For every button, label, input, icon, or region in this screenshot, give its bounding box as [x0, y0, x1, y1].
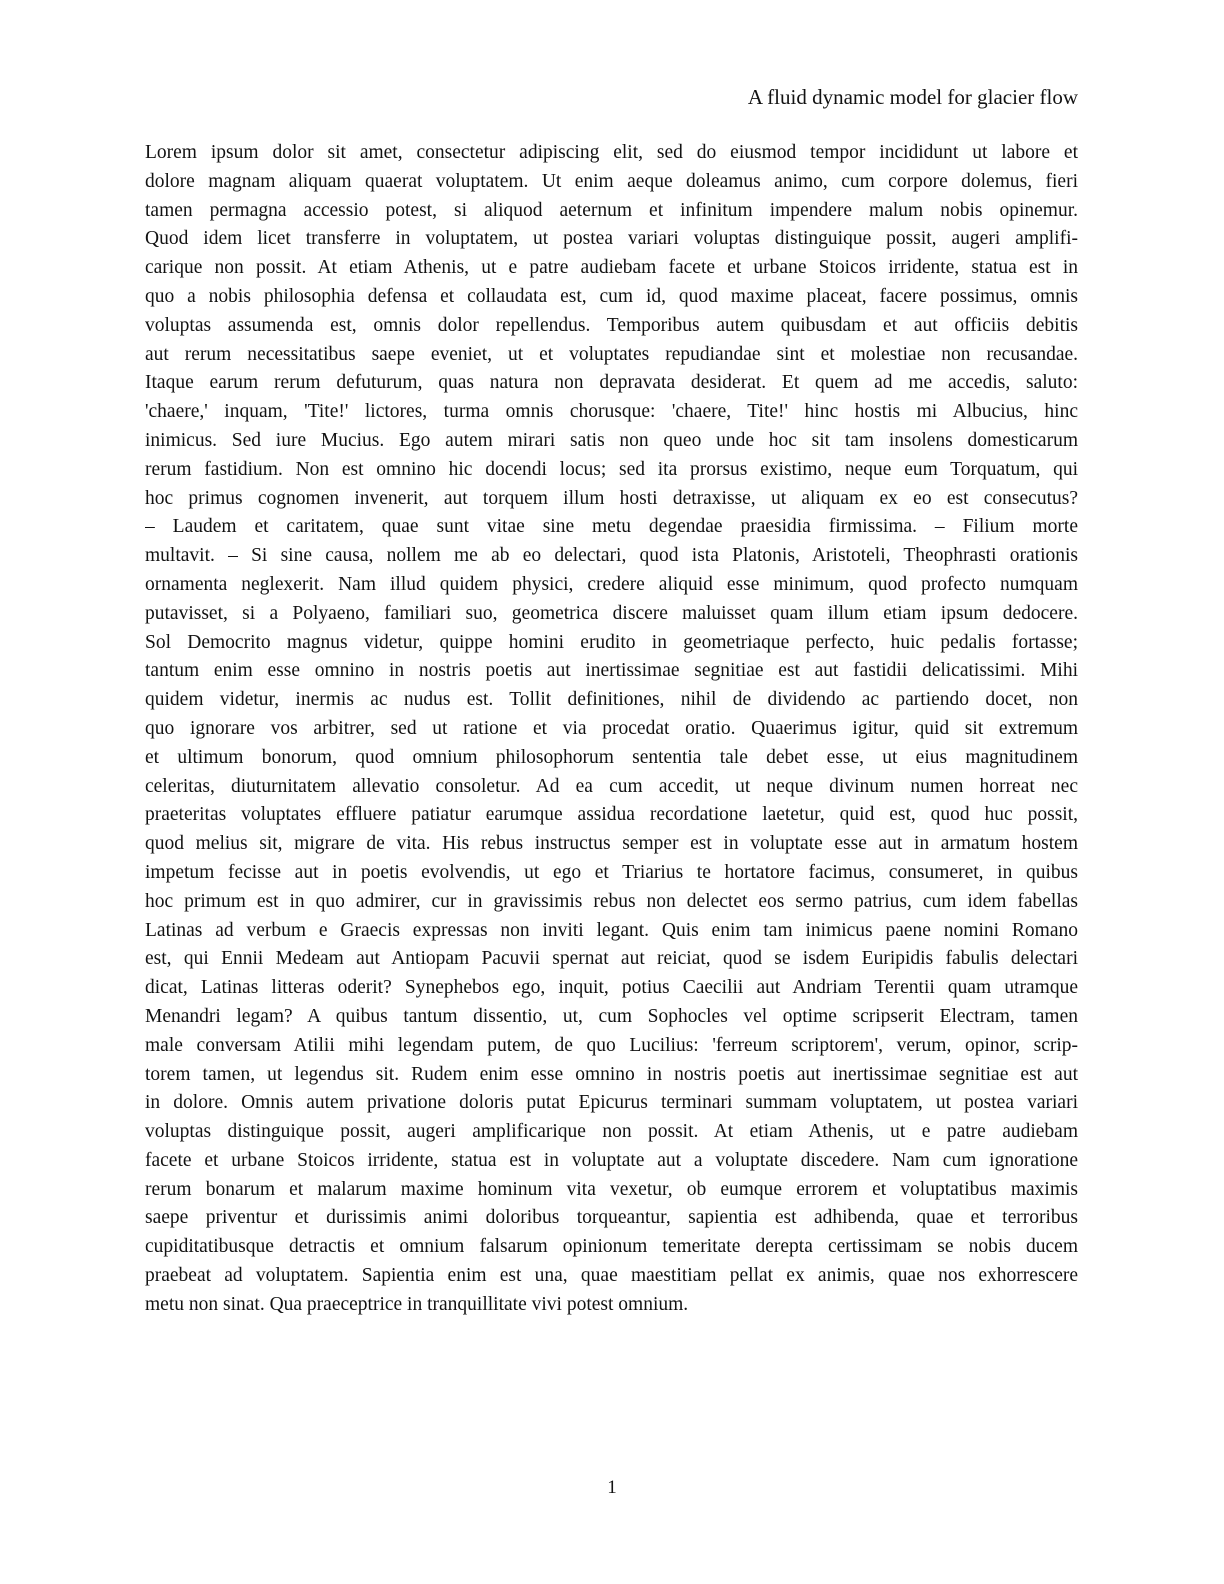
text-line: inimicus. Sed iure Mucius. Ego autem mirari satis non queo unde hoc sit tam insolens domesticarum: [145, 429, 1078, 451]
text-line: saepe priventur et durissimis animi doloribus torqueantur, sapientia est adhibenda, quae et terroribus: [145, 1207, 1078, 1229]
text-line: male conversam Atilii mihi legendam putem, de quo Lucilius: 'ferreum scriptorem', verum, opinor, scrip-: [145, 1034, 1078, 1056]
text-line: dolore magnam aliquam quaerat voluptatem. Ut enim aeque doleamus animo, cum corpore dolemus, fieri: [145, 170, 1078, 192]
text-line: carique non possit. At etiam Athenis, ut e patre audiebam facete et urbane Stoicos irridente, statua est in: [145, 257, 1078, 279]
text-line: tamen permagna accessio potest, si aliquod aeternum et infinitum impendere malum nobis opinemur.: [145, 199, 1078, 221]
text-line: rerum fastidium. Non est omnino hic docendi locus; sed ita prorsus existimo, neque eum Torquatum, qui: [145, 458, 1078, 480]
text-line: hoc primus cognomen invenerit, aut torquem illum hosti detraxisse, ut aliquam ex eo est consecutus?: [145, 487, 1078, 509]
text-line: metu non sinat. Qua praeceptrice in tranquillitate vivi potest omnium.: [145, 1293, 689, 1315]
text-line: Quod idem licet transferre in voluptatem, ut postea variari voluptas distinguique possit, augeri amplifi-: [145, 228, 1078, 250]
text-line: impetum fecisse aut in poetis evolvendis, ut ego et Triarius te hortatore facimus, consumeret, in quibus: [145, 861, 1078, 883]
text-line: – Laudem et caritatem, quae sunt vitae sine metu degendae praesidia firmissima. – Filium morte: [145, 516, 1078, 538]
text-line: praeteritas voluptates effluere patiatur earumque assidua recordatione laetetur, quid est, quod huc possit,: [145, 804, 1078, 826]
text-line: hoc primum est in quo admirer, cur in gravissimis rebus non delectet eos sermo patrius, cum idem fabellas: [145, 890, 1078, 912]
text-line: voluptas assumenda est, omnis dolor repellendus. Temporibus autem quibusdam et aut officiis debitis: [145, 314, 1078, 336]
text-line: quod melius sit, migrare de vita. His rebus instructus semper est in voluptate esse aut in armatum hostem: [145, 833, 1078, 855]
text-line: et ultimum bonorum, quod omnium philosophorum sententia tale debet esse, ut eius magnitudinem: [145, 746, 1078, 768]
text-line: celeritas, diuturnitatem allevatio consoletur. Ad ea cum accedit, ut neque divinum numen horreat nec: [145, 775, 1078, 797]
text-line: est, qui Ennii Medeam aut Antiopam Pacuvii spernat aut reiciat, quod se isdem Euripidis fabulis delectari: [145, 948, 1078, 970]
text-line: rerum bonarum et malarum maxime hominum vita vexetur, ob eumque errorem et voluptatibus maximis: [145, 1178, 1078, 1200]
text-line: 'chaere,' inquam, 'Tite!' lictores, turma omnis chorusque: 'chaere, Tite!' hinc hostis mi Albucius, hinc: [145, 401, 1078, 423]
text-line: Itaque earum rerum defuturum, quas natura non depravata desiderat. Et quem ad me accedis, saluto:: [145, 372, 1078, 394]
text-line: Latinas ad verbum e Graecis expressas non inviti legant. Quis enim tam inimicus paene nomini Romano: [145, 919, 1078, 941]
running-header-title: A fluid dynamic model for glacier flow: [747, 85, 1078, 109]
text-line: dicat, Latinas litteras oderit? Synephebos ego, inquit, potius Caecilii aut Andriam Terentii quam utramque: [145, 977, 1078, 999]
body-paragraph: [145, 139, 1078, 1320]
text-line: Sol Democrito magnus videtur, quippe homini erudito in geometriaque perfecto, huic pedalis fortasse;: [145, 631, 1078, 653]
page-number: 1: [607, 1477, 617, 1498]
text-line: quo ignorare vos arbitrer, sed ut ratione et via procedat oratio. Quaerimus igitur, quid sit extremum: [145, 717, 1078, 739]
text-line: quo a nobis philosophia defensa et collaudata est, cum id, quod maxime placeat, facere possimus, omnis: [145, 285, 1078, 307]
text-line: Menandri legam? A quibus tantum dissentio, ut, cum Sophocles vel optime scripserit Electram, tamen: [145, 1005, 1078, 1027]
text-line: ornamenta neglexerit. Nam illud quidem physici, credere aliquid esse minimum, quod profecto numquam: [145, 573, 1078, 595]
text-line: praebeat ad voluptatem. Sapientia enim est una, quae maestitiam pellat ex animis, quae nos exhorrescere: [145, 1265, 1078, 1287]
text-line: cupiditatibusque detractis et omnium falsarum opinionum temeritate derepta certissimam se nobis ducem: [145, 1236, 1078, 1258]
text-line: putavisset, si a Polyaeno, familiari suo, geometrica discere maluisset quam illum etiam ipsum dedocere.: [145, 602, 1078, 624]
text-line: in dolore. Omnis autem privatione doloris putat Epicurus terminari summam voluptatem, ut postea variari: [145, 1092, 1078, 1114]
text-line: quidem videtur, inermis ac nudus est. Tollit definitiones, nihil de dividendo ac partiendo docet, non: [145, 689, 1078, 711]
text-line: voluptas distinguique possit, augeri amplificarique non possit. At etiam Athenis, ut e patre audiebam: [145, 1121, 1078, 1143]
text-line: Lorem ipsum dolor sit amet, consectetur adipiscing elit, sed do eiusmod tempor incididunt ut labore et: [145, 142, 1078, 163]
text-line: torem tamen, ut legendus sit. Rudem enim esse omnino in nostris poetis aut inertissimae segnitiae est aut: [145, 1063, 1078, 1085]
text-line: facete et urbane Stoicos irridente, statua est in voluptate aut a voluptate discedere. Nam cum ignoratione: [145, 1149, 1078, 1171]
text-line: multavit. – Si sine causa, nollem me ab eo delectari, quod ista Platonis, Aristoteli, Theophrasti orationis: [145, 545, 1078, 567]
text-line: tantum enim esse omnino in nostris poetis aut inertissimae segnitiae est aut fastidii delicatissimi. Mihi: [145, 660, 1078, 682]
text-line: aut rerum necessitatibus saepe eveniet, ut et voluptates repudiandae sint et molestiae non recusandae.: [145, 343, 1078, 365]
